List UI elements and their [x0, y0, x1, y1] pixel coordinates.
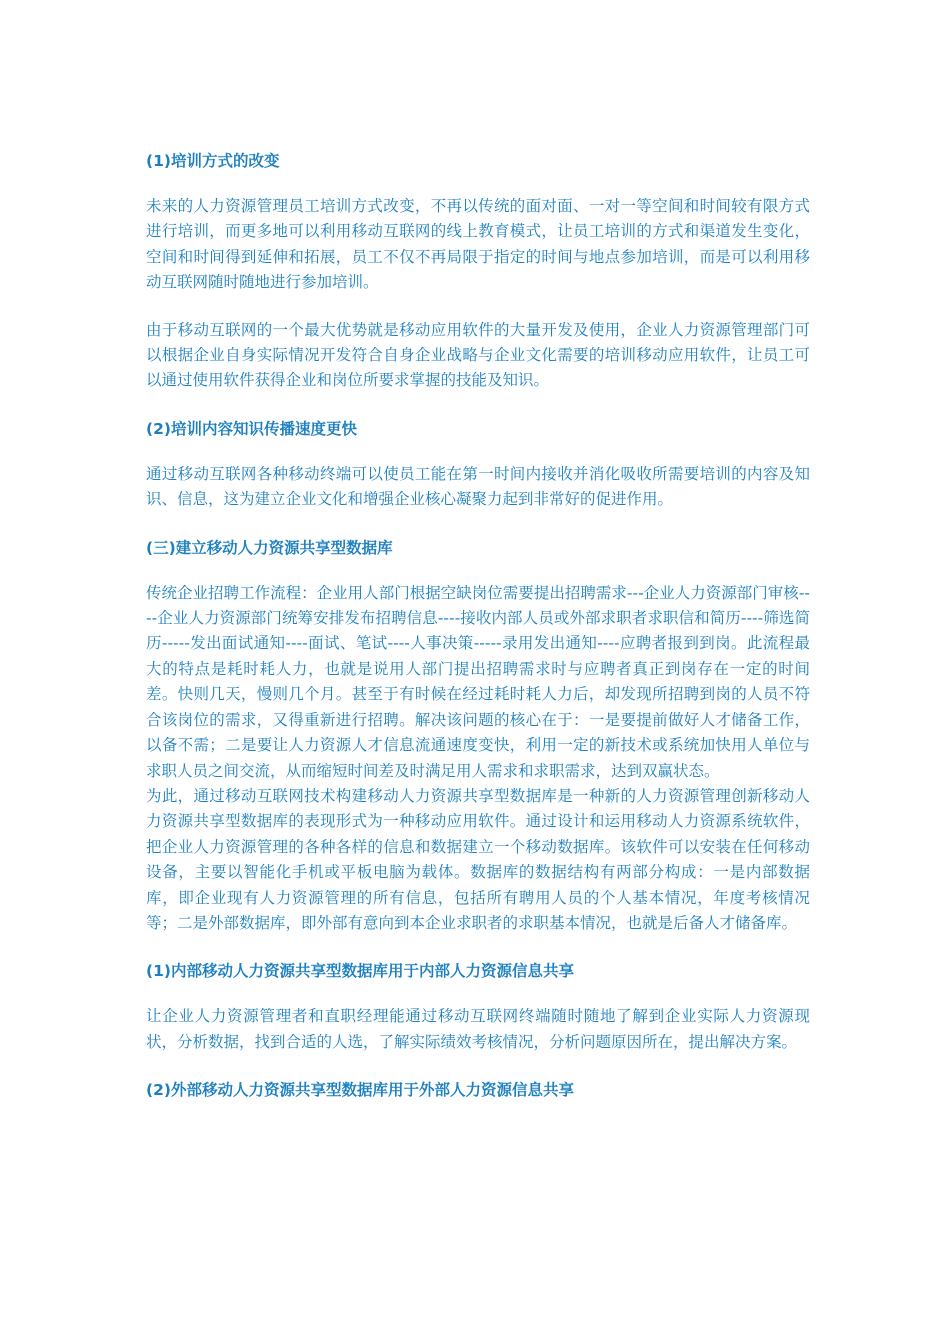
- section-heading: (三)建立移动人力资源共享型数据库: [146, 538, 393, 557]
- paragraph: 由于移动互联网的一个最大优势就是移动应用软件的大量开发及使用，企业人力资源管理部门可以根据企业自身实际情况开发符合自身企业战略与企业文化需要的培训移动应用软件，让员工可以通过使用软件获得企业和岗位所要求掌握的技能及知识。: [146, 320, 810, 390]
- paragraph: 通过移动互联网各种移动终端可以使员工能在第一时间内接收并消化吸收所需要培训的内容及知识、信息，这为建立企业文化和增强企业核心凝聚力起到非常好的促进作用。: [146, 464, 810, 509]
- section-heading: (2)培训内容知识传播速度更快: [146, 419, 357, 438]
- section-heading: (2)外部移动人力资源共享型数据库用于外部人力资源信息共享: [146, 1081, 574, 1100]
- paragraph: 未来的人力资源管理员工培训方式改变，不再以传统的面对面、一对一等空间和时间较有限方式进行培训，而更多地可以利用移动互联网的线上教育模式，让员工培训的方式和渠道发生变化，空间和时间得到延伸和拓展，员工不仅不再局限于指定的时间与地点参加培训，而是可以利用移动互联网随时随地进行参加培训。: [146, 197, 810, 292]
- paragraph: 让企业人力资源管理者和直职经理能通过移动互联网终端随时随地了解到企业实际人力资源现状，分析数据，找到合适的人选，了解实际绩效考核情况，分析问题原因所在，提出解决方案。: [146, 1007, 810, 1051]
- section-heading: (1)培训方式的改变: [146, 152, 280, 170]
- paragraph: 传统企业招聘工作流程：企业用人部门根据空缺岗位需要提出招聘需求---企业人力资源部门审核----企业人力资源部门统筹安排发布招聘信息----接收内部人员或外部求职者求职信和简历----筛选简历-----发出面试通知----面试、笔试----人事决策-----录用发出通知----应聘者报到到岗。此流程最大的特点是耗时耗人力，也就是说用人部门提出招聘需求时与应聘者真正到岗存在一定的时间差。快则几天，慢则几个月。甚至于有时候在经过耗时耗人力后，却发现所招聘到岗的人员不符合该岗位的需求，又得重新进行招聘。解决该问题的核心在于：一是要提前做好人才储备工作，以备不需；二是要让人力资源人才信息流通速度变快，利用一定的新技术或系统加快用人单位与求职人员之间交流，从而缩短时间差及时满足用人需求和求职需求，达到双赢状态。: [146, 583, 810, 780]
- section-heading: (1)内部移动人力资源共享型数据库用于内部人力资源信息共享: [146, 962, 574, 981]
- paragraph: 为此，通过移动互联网技术构建移动人力资源共享型数据库是一种新的人力资源管理创新移动人力资源共享型数据库的表现形式为一种移动应用软件。通过设计和运用移动人力资源系统软件，把企业人力资源管理的各种各样的信息和数据建立一个移动数据库。该软件可以安装在任何移动设备，主要以智能化手机或平板电脑为载体。数据库的数据结构有两部分构成：一是内部数据库，即企业现有人力资源管理的所有信息，包括所有聘用人员的个人基本情况，年度考核情况等；二是外部数据库，即外部有意向到本企业求职者的求职基本情况，也就是后备人才储备库。: [146, 786, 810, 932]
- document-body: [146, 148, 810, 1103]
